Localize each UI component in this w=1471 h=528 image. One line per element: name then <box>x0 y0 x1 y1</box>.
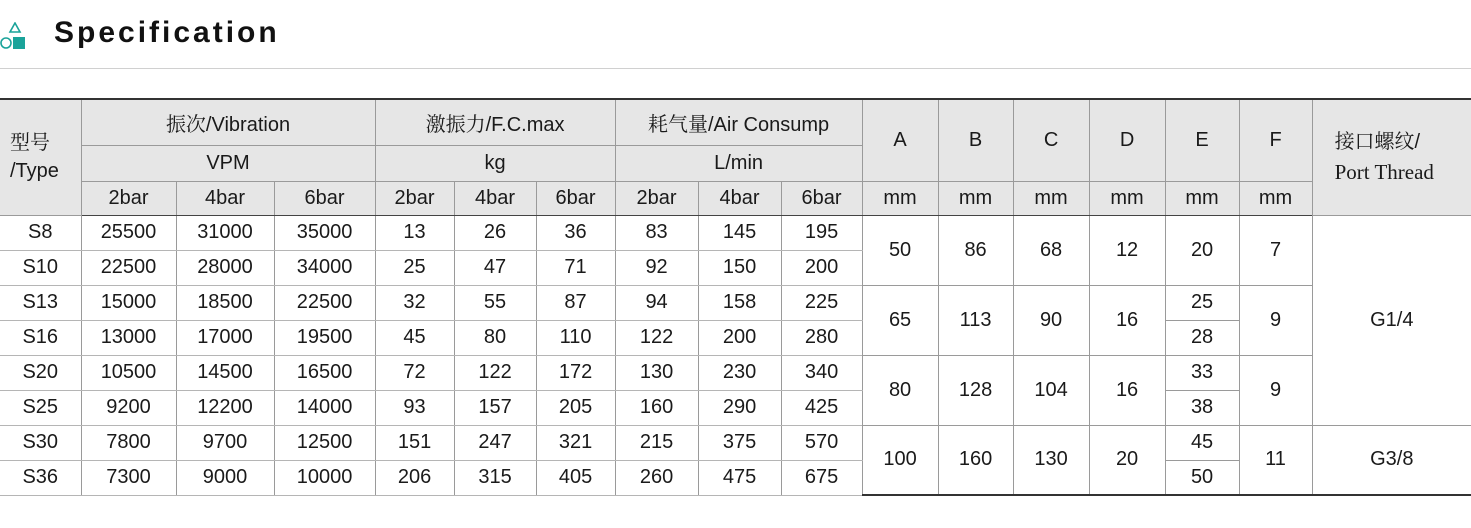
dim-a-cell: 65 <box>862 285 938 355</box>
pressure-label: 6bar <box>536 181 615 215</box>
dim-c-cell: 68 <box>1013 215 1089 285</box>
vpm-cell: 22500 <box>81 250 176 285</box>
vpm-cell: 17000 <box>176 320 274 355</box>
dim-f-cell: 9 <box>1239 285 1312 355</box>
kg-cell: 405 <box>536 460 615 495</box>
vpm-cell: 28000 <box>176 250 274 285</box>
dim-unit: mm <box>1165 181 1239 215</box>
header-row-3 <box>0 181 1471 215</box>
kg-cell: 72 <box>375 355 454 390</box>
table-row <box>0 355 1471 390</box>
lmin-cell: 122 <box>615 320 698 355</box>
dim-unit: mm <box>862 181 938 215</box>
dim-b-cell: 160 <box>938 425 1013 495</box>
vpm-cell: 10000 <box>274 460 375 495</box>
type-cell: S8 <box>0 215 81 250</box>
dim-f-cell: 7 <box>1239 215 1312 285</box>
dim-a-cell: 80 <box>862 355 938 425</box>
dim-f-cell: 9 <box>1239 355 1312 425</box>
vpm-cell: 13000 <box>81 320 176 355</box>
kg-cell: 205 <box>536 390 615 425</box>
lmin-cell: 290 <box>698 390 781 425</box>
vpm-cell: 16500 <box>274 355 375 390</box>
dim-a-cell: 100 <box>862 425 938 495</box>
dim-e-cell: 28 <box>1165 320 1239 355</box>
dim-c-header: C <box>1013 99 1089 181</box>
shapes-icon <box>0 22 30 50</box>
lmin-cell: 215 <box>615 425 698 460</box>
vpm-cell: 12200 <box>176 390 274 425</box>
dim-d-cell: 16 <box>1089 355 1165 425</box>
kg-cell: 71 <box>536 250 615 285</box>
type-cell: S16 <box>0 320 81 355</box>
lmin-cell: 475 <box>698 460 781 495</box>
vpm-cell: 31000 <box>176 215 274 250</box>
kg-cell: 45 <box>375 320 454 355</box>
kg-cell: 93 <box>375 390 454 425</box>
dim-b-cell: 86 <box>938 215 1013 285</box>
dim-b-cell: 128 <box>938 355 1013 425</box>
type-cell: S25 <box>0 390 81 425</box>
vpm-cell: 35000 <box>274 215 375 250</box>
lmin-cell: 225 <box>781 285 862 320</box>
port-cell: G3/8 <box>1312 425 1471 495</box>
vpm-cell: 18500 <box>176 285 274 320</box>
vpm-cell: 9200 <box>81 390 176 425</box>
pressure-label: 4bar <box>176 181 274 215</box>
dim-d-cell: 20 <box>1089 425 1165 495</box>
lmin-cell: 195 <box>781 215 862 250</box>
kg-cell: 26 <box>454 215 536 250</box>
vpm-cell: 10500 <box>81 355 176 390</box>
port-header-en: Port Thread <box>1334 160 1434 185</box>
dim-e-cell: 33 <box>1165 355 1239 390</box>
vpm-cell: 14000 <box>274 390 375 425</box>
vpm-cell: 9000 <box>176 460 274 495</box>
dim-f-header: F <box>1239 99 1312 181</box>
pressure-label: 2bar <box>81 181 176 215</box>
kg-cell: 55 <box>454 285 536 320</box>
lmin-cell: 675 <box>781 460 862 495</box>
kg-cell: 110 <box>536 320 615 355</box>
type-cell: S10 <box>0 250 81 285</box>
type-cell: S36 <box>0 460 81 495</box>
kg-cell: 25 <box>375 250 454 285</box>
lmin-cell: 425 <box>781 390 862 425</box>
title-bar <box>0 0 1471 70</box>
port-header <box>1312 99 1471 215</box>
dim-f-cell: 11 <box>1239 425 1312 495</box>
kg-cell: 157 <box>454 390 536 425</box>
lmin-cell: 230 <box>698 355 781 390</box>
lmin-cell: 340 <box>781 355 862 390</box>
dim-unit: mm <box>1089 181 1165 215</box>
vpm-cell: 19500 <box>274 320 375 355</box>
dim-e-cell: 38 <box>1165 390 1239 425</box>
vibration-unit: VPM <box>81 145 375 181</box>
air-header: 耗气量/Air Consump <box>615 99 862 145</box>
lmin-cell: 280 <box>781 320 862 355</box>
dim-unit: mm <box>938 181 1013 215</box>
kg-cell: 321 <box>536 425 615 460</box>
dim-unit: mm <box>1013 181 1089 215</box>
dim-a-header: A <box>862 99 938 181</box>
lmin-cell: 200 <box>781 250 862 285</box>
vpm-cell: 12500 <box>274 425 375 460</box>
lmin-cell: 83 <box>615 215 698 250</box>
dim-d-cell: 16 <box>1089 285 1165 355</box>
dim-e-header: E <box>1165 99 1239 181</box>
type-cell: S30 <box>0 425 81 460</box>
table-row <box>0 425 1471 460</box>
dim-e-cell: 20 <box>1165 215 1239 285</box>
dim-d-cell: 12 <box>1089 215 1165 285</box>
kg-cell: 13 <box>375 215 454 250</box>
header-row-1 <box>0 99 1471 145</box>
vpm-cell: 22500 <box>274 285 375 320</box>
page-title: Specification <box>54 16 280 49</box>
dim-c-cell: 90 <box>1013 285 1089 355</box>
kg-cell: 32 <box>375 285 454 320</box>
dim-d-header: D <box>1089 99 1165 181</box>
lmin-cell: 375 <box>698 425 781 460</box>
port-cell: G1/4 <box>1312 215 1471 425</box>
dim-e-cell: 50 <box>1165 460 1239 495</box>
vpm-cell: 7800 <box>81 425 176 460</box>
kg-cell: 206 <box>375 460 454 495</box>
table-row <box>0 215 1471 250</box>
kg-cell: 247 <box>454 425 536 460</box>
kg-cell: 80 <box>454 320 536 355</box>
type-cell: S20 <box>0 355 81 390</box>
lmin-cell: 158 <box>698 285 781 320</box>
lmin-cell: 570 <box>781 425 862 460</box>
kg-cell: 36 <box>536 215 615 250</box>
lmin-cell: 260 <box>615 460 698 495</box>
dim-c-cell: 130 <box>1013 425 1089 495</box>
pressure-label: 2bar <box>615 181 698 215</box>
specification-table <box>0 98 1471 496</box>
vpm-cell: 7300 <box>81 460 176 495</box>
air-unit: L/min <box>615 145 862 181</box>
vibration-header: 振次/Vibration <box>81 99 375 145</box>
pressure-label: 6bar <box>274 181 375 215</box>
title-divider <box>0 68 1471 69</box>
vpm-cell: 15000 <box>81 285 176 320</box>
vpm-cell: 14500 <box>176 355 274 390</box>
port-header-cn: 接口螺纹/ <box>1334 131 1421 154</box>
vpm-cell: 34000 <box>274 250 375 285</box>
pressure-label: 4bar <box>698 181 781 215</box>
lmin-cell: 150 <box>698 250 781 285</box>
force-header: 激振力/F.C.max <box>375 99 615 145</box>
lmin-cell: 130 <box>615 355 698 390</box>
kg-cell: 172 <box>536 355 615 390</box>
type-cell: S13 <box>0 285 81 320</box>
dim-b-header: B <box>938 99 1013 181</box>
table-row <box>0 285 1471 320</box>
lmin-cell: 145 <box>698 215 781 250</box>
type-header <box>0 99 81 215</box>
dim-unit: mm <box>1239 181 1312 215</box>
pressure-label: 6bar <box>781 181 862 215</box>
dim-c-cell: 104 <box>1013 355 1089 425</box>
kg-cell: 151 <box>375 425 454 460</box>
kg-cell: 47 <box>454 250 536 285</box>
kg-cell: 315 <box>454 460 536 495</box>
lmin-cell: 160 <box>615 390 698 425</box>
lmin-cell: 94 <box>615 285 698 320</box>
dim-a-cell: 50 <box>862 215 938 285</box>
force-unit: kg <box>375 145 615 181</box>
dim-b-cell: 113 <box>938 285 1013 355</box>
pressure-label: 2bar <box>375 181 454 215</box>
lmin-cell: 200 <box>698 320 781 355</box>
dim-e-cell: 45 <box>1165 425 1239 460</box>
vpm-cell: 25500 <box>81 215 176 250</box>
vpm-cell: 9700 <box>176 425 274 460</box>
pressure-label: 4bar <box>454 181 536 215</box>
dim-e-cell: 25 <box>1165 285 1239 320</box>
kg-cell: 122 <box>454 355 536 390</box>
kg-cell: 87 <box>536 285 615 320</box>
type-header-cn: 型号 <box>10 132 50 155</box>
type-header-en: /Type <box>10 160 59 183</box>
lmin-cell: 92 <box>615 250 698 285</box>
